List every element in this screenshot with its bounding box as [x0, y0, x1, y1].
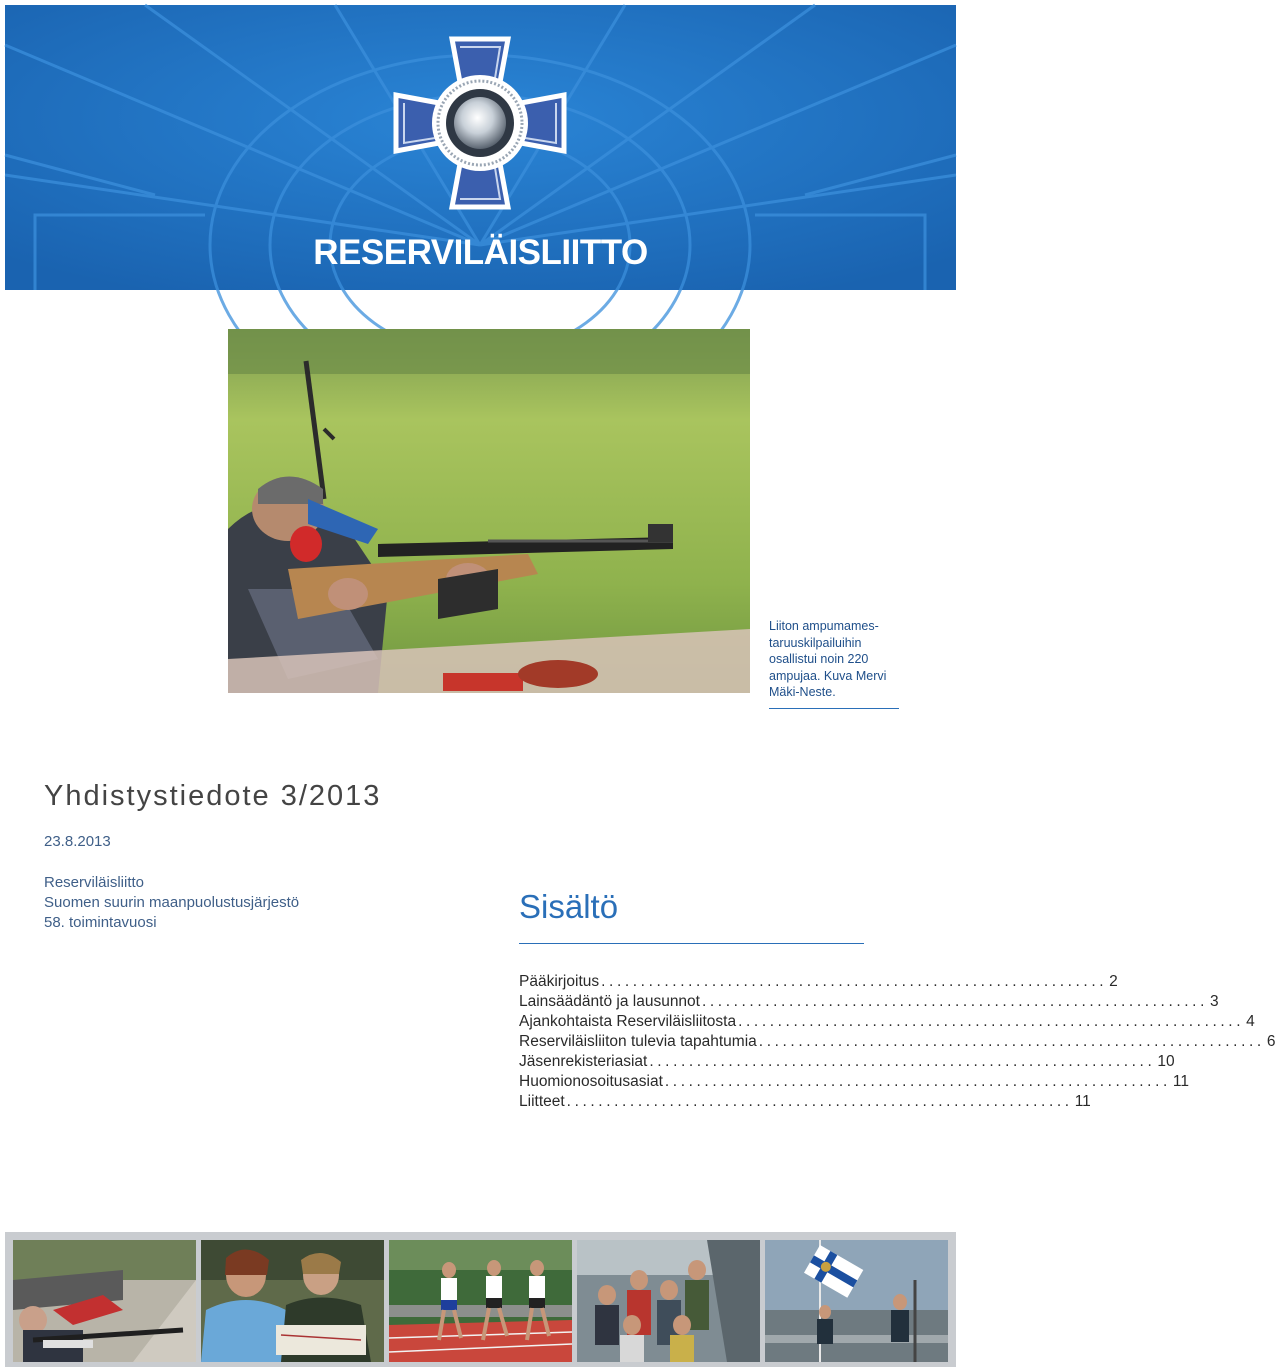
toc-item[interactable] — [519, 993, 1219, 1013]
caption-divider — [769, 708, 899, 709]
toc-heading: Sisältö — [519, 888, 619, 925]
org-line: 58. toimintavuosi — [44, 914, 157, 931]
org-name-title: RESERVILÄISLIITTO — [313, 233, 648, 272]
header-banner — [5, 5, 956, 290]
toc-item[interactable] — [519, 1073, 1189, 1093]
running-track-photo — [389, 1240, 572, 1362]
org-line: Reserviläisliitto — [44, 874, 145, 891]
toc-item-title: Reserviläisliiton tulevia tapahtumia — [519, 1033, 757, 1050]
photo-caption: Liiton ampumames-taruuskilpailuihin osallistui noin 220 ampujaa. Kuva Mervi Mäki-Neste. — [769, 619, 887, 699]
toc-item-page: 10 — [1157, 1053, 1175, 1070]
toc-item-title: Pääkirjoitus — [519, 973, 600, 990]
toc-item-title: Ajankohtaista Reserviläisliitosta — [519, 1013, 737, 1030]
toc-item-title: Jäsenrekisteriasiat — [519, 1053, 648, 1070]
toc-item[interactable] — [519, 1013, 1255, 1033]
toc-list — [519, 973, 1275, 1113]
toc-leader-dots: ................................................................ — [701, 993, 1208, 1010]
toc-item-title: Lainsäädäntö ja lausunnot — [519, 993, 700, 1010]
toc-item[interactable] — [519, 1093, 1091, 1113]
boat-group-photo — [577, 1240, 760, 1362]
toc-item-page: 4 — [1246, 1013, 1255, 1030]
toc-item-page: 2 — [1109, 973, 1118, 990]
toc-item[interactable] — [519, 1033, 1275, 1053]
toc-item-title: Liitteet — [519, 1093, 565, 1110]
toc-item-page: 3 — [1210, 993, 1219, 1010]
toc-item-page: 6 — [1266, 1033, 1275, 1050]
toc-item[interactable] — [519, 973, 1118, 993]
org-line: Suomen suurin maanpuolustusjärjestö — [44, 894, 300, 911]
toc-leader-dots: ................................................................ — [664, 1073, 1171, 1090]
map-reading-photo — [201, 1240, 384, 1362]
toc-leader-dots: ................................................................ — [758, 1033, 1265, 1050]
shooting-range-photo — [13, 1240, 196, 1362]
toc-divider — [519, 943, 864, 944]
flag-ship-photo — [765, 1240, 948, 1362]
toc-item[interactable] — [519, 1053, 1175, 1073]
toc-leader-dots: ................................................................ — [601, 973, 1108, 990]
document-title: Yhdistystiedote 3/2013 — [44, 780, 382, 812]
toc-leader-dots: ................................................................ — [566, 1093, 1073, 1110]
toc-item-title: Huomionosoitusasiat — [519, 1073, 663, 1090]
document-date: 23.8.2013 — [44, 833, 111, 850]
toc-leader-dots: ................................................................ — [738, 1013, 1245, 1030]
photo-strip — [5, 1232, 956, 1367]
toc-item-page: 11 — [1074, 1093, 1091, 1110]
toc-leader-dots: ................................................................ — [649, 1053, 1156, 1070]
toc-item-page: 11 — [1172, 1073, 1189, 1090]
rifle-shooter-photo — [228, 329, 750, 693]
